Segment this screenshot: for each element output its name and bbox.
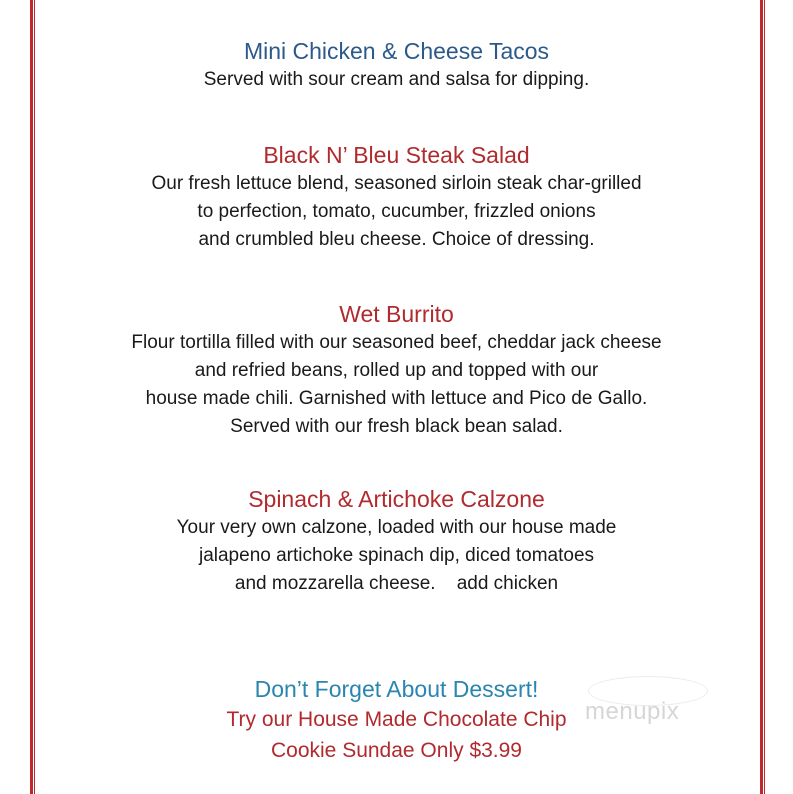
left-border-rule: [30, 0, 35, 794]
menu-item-title: Mini Chicken & Cheese Tacos: [243, 38, 550, 64]
right-border-rule: [760, 0, 765, 794]
menu-item-calzone: [40, 484, 753, 598]
menu-item-description-line: and crumbled bleu cheese. Choice of dressing.: [198, 229, 595, 250]
menupix-watermark: menupix: [585, 698, 680, 725]
menu-item-description-line: and refried beans, rolled up and topped with our: [194, 360, 599, 381]
menu-item-title: Wet Burrito: [339, 301, 454, 327]
menu-item-title: Black N’ Bleu Steak Salad: [263, 142, 530, 168]
menu-item-description-line: Flour tortilla filled with our seasoned beef, cheddar jack cheese: [131, 332, 662, 353]
menu-item-description-line: Served with our fresh black bean salad.: [230, 416, 563, 437]
menu-item-description-line: Your very own calzone, loaded with our house made: [176, 517, 617, 538]
menu-item-description-line: and mozzarella cheese. add chicken: [234, 573, 559, 594]
menu-item-description-line: house made chili. Garnished with lettuce and Pico de Gallo.: [145, 388, 648, 409]
menu-item-wet-burrito: [40, 299, 753, 441]
dessert-promo-line: Try our House Made Chocolate Chip: [226, 708, 567, 731]
menu-item-description-line: Our fresh lettuce blend, seasoned sirloin steak char-grilled: [151, 173, 642, 194]
menu-item-title: Spinach & Artichoke Calzone: [248, 486, 545, 512]
dessert-heading: Don’t Forget About Dessert!: [254, 676, 539, 702]
menu-item-description-line: to perfection, tomato, cucumber, frizzled onions: [197, 201, 596, 222]
menu-item-tacos: [40, 36, 753, 94]
menu-item-description-line: jalapeno artichoke spinach dip, diced tomatoes: [198, 545, 595, 566]
dessert-promo-line: Cookie Sundae Only $3.99: [270, 739, 522, 762]
menu-item-steak-salad: [40, 140, 753, 254]
menu-item-description-line: Served with sour cream and salsa for dipping.: [203, 69, 590, 90]
